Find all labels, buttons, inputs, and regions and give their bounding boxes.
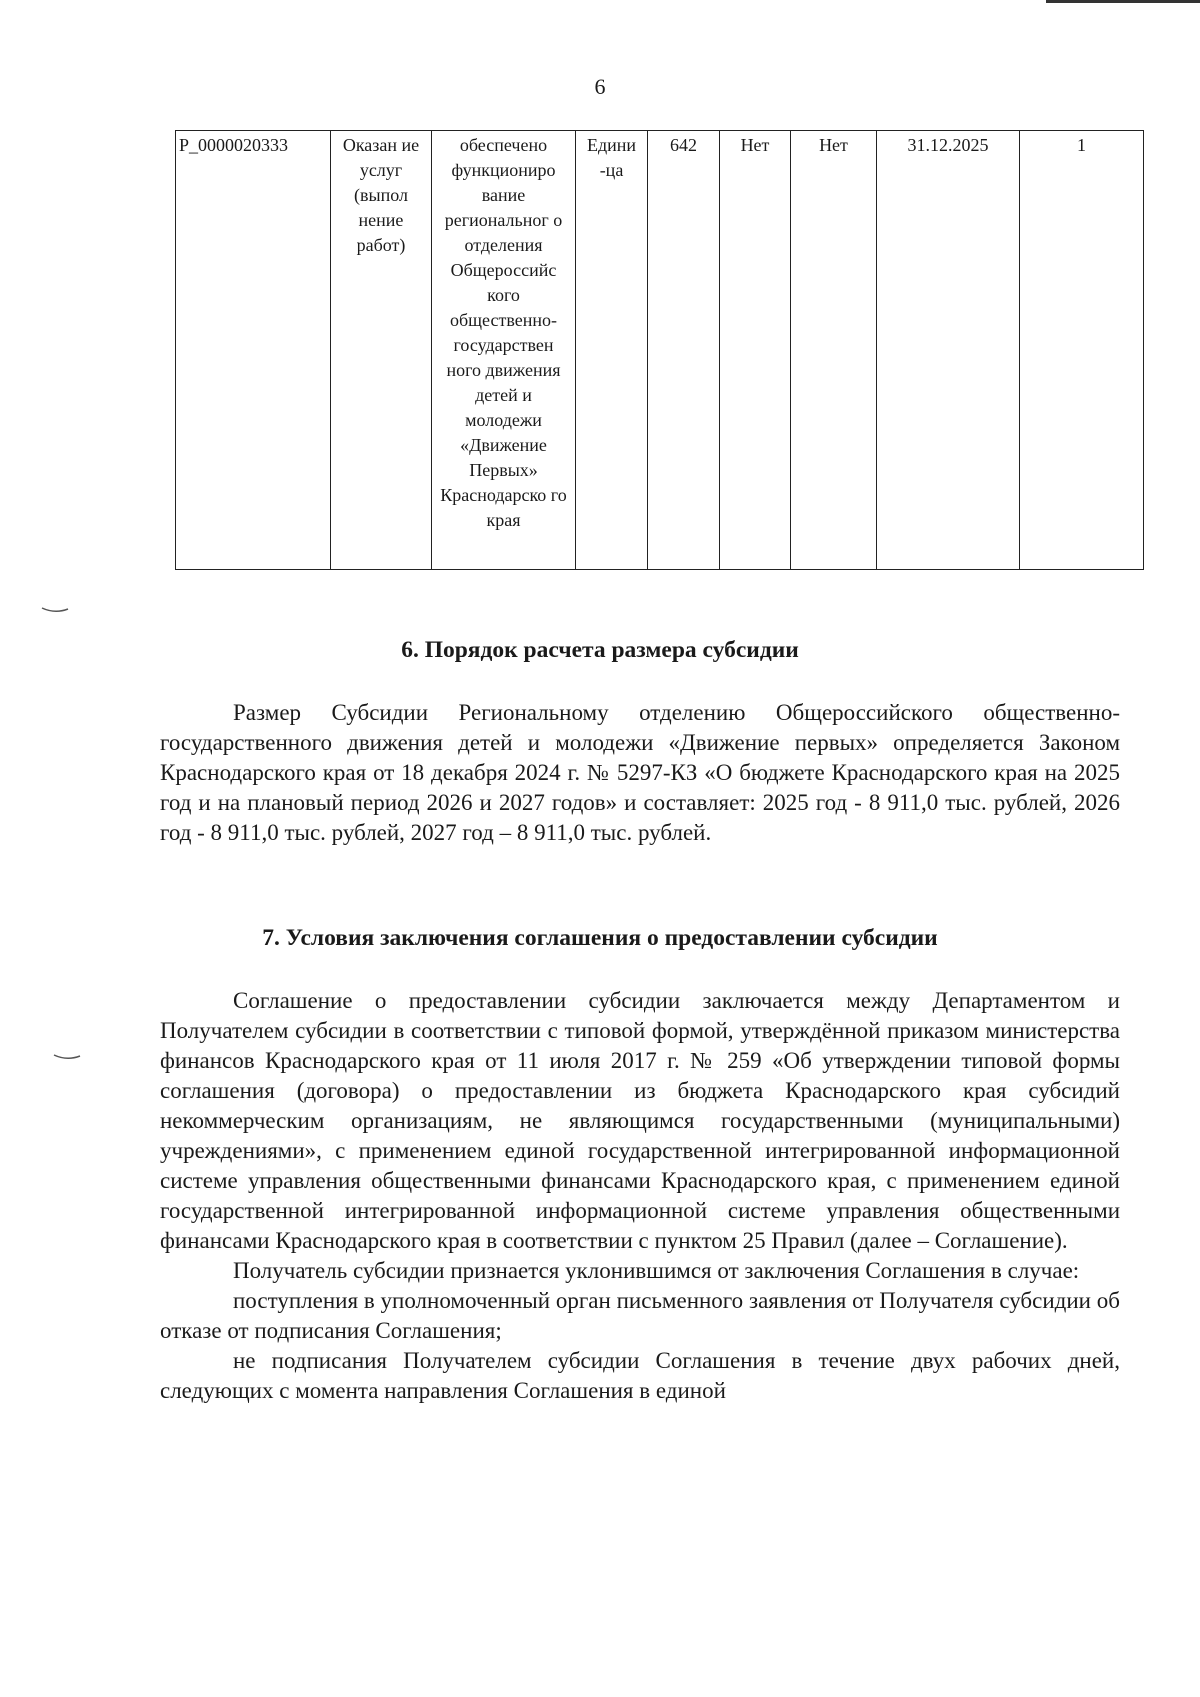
value-cell: 1	[1020, 131, 1144, 570]
section-7-body	[160, 986, 1120, 1406]
result-description-cell: обеспечено функциониро вание региональног о отделения Общероссийс кого общественно-государствен ного движения детей и молодежи «Движение Первых» Краснодарско го края	[432, 131, 576, 570]
scan-corner-mark	[1046, 0, 1200, 3]
section-7-title: 7. Условия заключения соглашения о предоставлении субсидии	[262, 925, 938, 951]
section-6-title: 6. Порядок расчета размера субсидии	[401, 637, 799, 663]
section-7-paragraph-4: не подписания Получателем субсидии Соглашения в течение двух рабочих дней, следующих с момента направления Соглашения в единой	[160, 1348, 1120, 1403]
table-row	[176, 131, 1144, 570]
flag-1-cell: Нет	[720, 131, 791, 570]
hole-punch-mark-top	[40, 605, 70, 615]
section-6-body	[160, 698, 1120, 848]
results-table	[175, 130, 1144, 570]
section-6-paragraph-1: Размер Субсидии Региональному отделению Общероссийского общественно-государственного движения детей и молодежи «Движение первых» определяется Законом Краснодарского края от 18 декабря 2024 г. № 5297-КЗ «О бюджете Краснодарского края на 2025 год и на плановый период 2026 и 2027 годов» и составляет: 2025 год - 8 911,0 тыс. рублей, 2026 год - 8 911,0 тыс. рублей, 2027 год – 8 911,0 тыс. рублей.	[160, 700, 1120, 845]
flag-2-cell: Нет	[791, 131, 877, 570]
result-code-cell: P_0000020333	[176, 131, 331, 570]
section-7-paragraph-2: Получатель субсидии признается уклонившимся от заключения Соглашения в случае:	[233, 1258, 1080, 1283]
hole-punch-mark-bottom	[52, 1052, 82, 1062]
section-7-paragraph-3: поступления в уполномоченный орган письменного заявления от Получателя субсидии об отказе от подписания Соглашения;	[160, 1288, 1120, 1343]
date-cell: 31.12.2025	[877, 131, 1020, 570]
page-number: 6	[594, 74, 606, 99]
result-type-cell: Оказан ие услуг (выпол нение работ)	[331, 131, 432, 570]
section-7-paragraph-1: Соглашение о предоставлении субсидии заключается между Департаментом и Получателем субсидии в соответствии с типовой формой, утверждённой приказом министерства финансов Краснодарского края от 11 июля 2017 г. № 259 «Об утверждении типовой формы соглашения (договора) о предоставлении из бюджета Краснодарского края субсидий некоммерческим организациям, не являющимся государственными (муниципальными) учреждениями», с применением единой государственной интегрированной информационной системе управления общественными финансами Краснодарского края, с применением единой государственной интегрированной информационной системе управления общественными финансами Краснодарского края в соответствии с пунктом 25 Правил (далее – Соглашение).	[160, 988, 1120, 1253]
okei-code-cell: 642	[648, 131, 720, 570]
unit-cell: Едини -ца	[576, 131, 648, 570]
